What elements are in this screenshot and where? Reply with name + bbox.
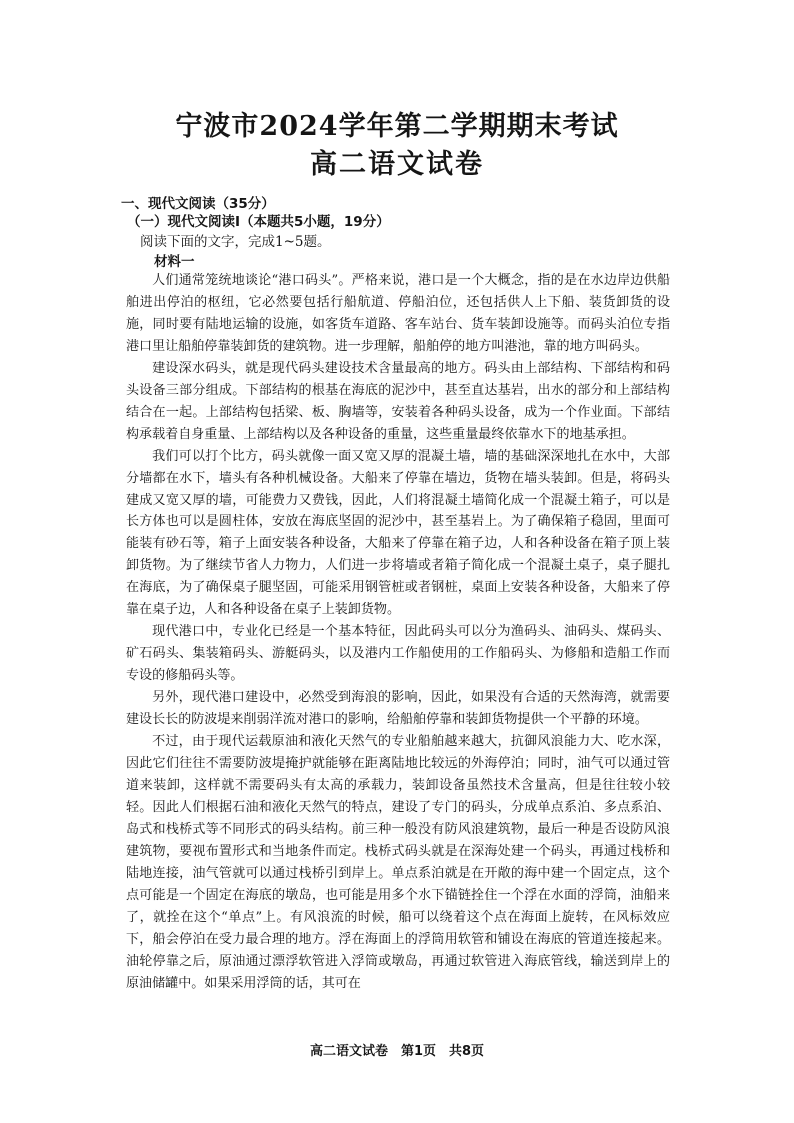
paragraph: 建设深水码头，就是现代码头建设技术含量最高的地方。码头由上部结构、下部结构和码头设备三部分组成。下部结构的根基在海底的泥沙中，甚至直达基岩，出水的部分和上部结构结合在一起。上部结构包括梁、板、胸墙等，安装着各种码头设备，成为一个作业面。下部结构承载着自身重量、上部结构以及各种设备的重量，这些重量最终依靠水下的地基承担。 bbox=[126, 360, 670, 442]
subsection-heading: （一）现代文阅读Ⅰ（本题共5小题，19分） bbox=[127, 214, 390, 230]
paragraph: 人们通常笼统地谈论“港口码头”。严格来说，港口是一个大概念，指的是在水边岸边供船舶进出停泊的枢纽，它必然要包括行船航道、停船泊位，还包括供人上下船、装货卸货的设施，同时要有陆地运输的设施，如客货车道路、客车站台、货车装卸设施等。而码头泊位专指港口里让船舶停靠装卸货的建筑物。进一步理解，船舶停的地方叫港池，靠的地方叫码头。 bbox=[126, 273, 670, 354]
page-footer: 高二语文试卷 第1页 共8页 bbox=[309, 1044, 485, 1059]
material-label: 材料一 bbox=[154, 254, 195, 270]
section-heading: 一、现代文阅读（35分） bbox=[121, 196, 275, 212]
passage-body bbox=[126, 270, 670, 994]
exam-title: 宁波市2024学年第二学期期末考试 bbox=[175, 111, 619, 142]
paragraph: 另外，现代港口建设中，必然受到海浪的影响，因此，如果没有合适的天然海湾，就需要建设长长的防波堤来削弱洋流对港口的影响，给船舶停靠和装卸货物提供一个平静的环境。 bbox=[126, 690, 670, 728]
paragraph: 我们可以打个比方，码头就像一面又宽又厚的混凝土墙，墙的基础深深地扎在水中，大部分墙都在水下，墙头有各种机械设备。大船来了停靠在墙边，货物在墙头装卸。但是，将码头建成又宽又厚的墙，可能费力又费钱，因此，人们将混凝土墙简化成一个混凝土箱子，可以是长方体也可以是圆柱体，安放在海底坚固的泥沙中，甚至基岩上。为了确保箱子稳固，里面可能装有砂石等，箱子上面安装各种设备，大船来了停靠在箱子边，人和各种设备在箱子顶上装卸货物。为了继续节省人力物力，人们进一步将墙或者箱子简化成一个混凝土桌子，桌子腿扎在海底，为了确保桌子腿坚固，可能采用钢管桩或者钢桩，桌面上安装各种设备，大船来了停靠在桌子边，人和各种设备在桌子上装卸货物。 bbox=[126, 448, 670, 618]
paragraph: 不过，由于现代运载原油和液化天然气的专业船舶越来越大，抗御风浪能力大、吃水深，因此它们往往不需要防波堤掩护就能够在距离陆地比较远的外海停泊；同时，油气可以通过管道来装卸，这样就不需要码头有太高的承载力，装卸设备虽然技术含量高，但是往往较小较轻。因此人们根据石油和液化天然气的特点，建设了专门的码头，分成单点系泊、多点系泊、岛式和栈桥式等不同形式的码头结构。前三种一般没有防风浪建筑物，最后一种是否设防风浪建筑物，要视布置形式和当地条件而定。栈桥式码头就是在深海处建一个码头，再通过栈桥和陆地连接，油气管就可以通过栈桥引到岸上。单点系泊就是在开敞的海中建一个固定点，这个点可能是一个固定在海底的墩岛，也可能是用多个水下锚链拴住一个浮在水面的浮筒，油船来了，就拴在这个“单点”上。有风浪流的时候，船可以绕着这个点在海面上旋转，在风标效应下，船会停泊在受力最合理的地方。浮在海面上的浮筒用软管和铺设在海底的管道连接起来。油轮停靠之后，原油通过漂浮软管进入浮筒或墩岛，再通过软管进入海底管线，输送到岸上的原油储罐中。如果采用浮筒的话，其可在 bbox=[126, 734, 670, 991]
instruction-text: 阅读下面的文字，完成1~5题。 bbox=[140, 234, 331, 250]
exam-subtitle: 高二语文试卷 bbox=[310, 149, 484, 180]
paragraph: 现代港口中，专业化已经是一个基本特征，因此码头可以分为渔码头、油码头、煤码头、矿石码头、集装箱码头、游艇码头，以及港内工作船使用的工作船码头、为修船和造船工作而专设的修船码头等。 bbox=[126, 624, 670, 684]
